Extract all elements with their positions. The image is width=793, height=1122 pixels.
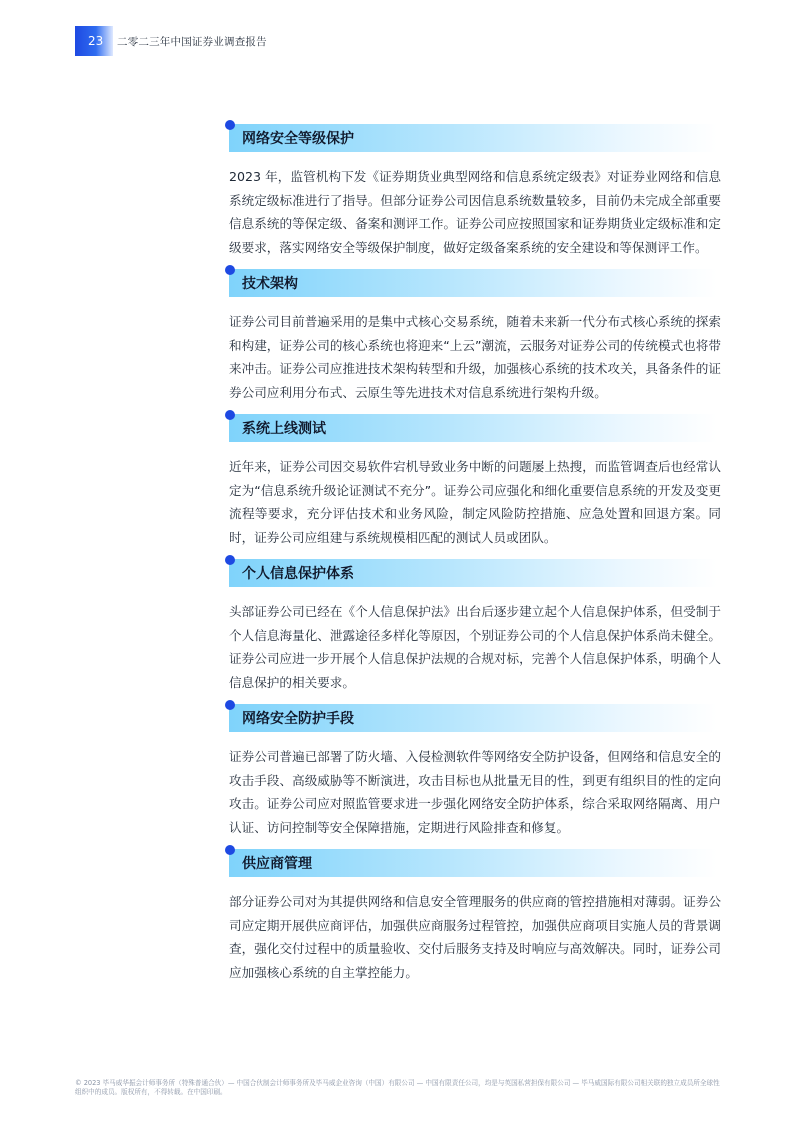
section-title: 供应商管理 [242,856,312,872]
bullet-dot-icon [225,555,235,565]
section-paragraph: 2023 年，监管机构下发《证券期货业典型网络和信息系统定级表》对证券业网络和信息系统定级标准进行了指导。但部分证券公司因信息系统数量较多，目前仍未完成全部重要信息系统的等保定级、备案和测评工作。证券公司应按照国家和证券期货业定级标准和定级要求，落实网络安全等级保护制度，做好定级备案系统的安全建设和等保测评工作。 [229,169,721,255]
section-title: 系统上线测试 [242,421,326,437]
main-content [229,124,721,994]
section-title: 网络安全等级保护 [242,131,354,147]
section-network-defense [229,704,721,839]
bullet-dot-icon [225,700,235,710]
section-heading [229,704,717,732]
section-tech-architecture [229,269,721,404]
section-heading [229,414,717,442]
report-title: 二零二三年中国证券业调查报告 [117,35,267,48]
page-number: 23 [75,26,113,56]
bullet-dot-icon [225,845,235,855]
section-graded-protection [229,124,721,259]
section-personal-info [229,559,721,694]
section-paragraph: 证券公司普遍已部署了防火墙、入侵检测软件等网络安全防护设备，但网络和信息安全的攻击手段、高级威胁等不断演进，攻击目标也从批量无目的性，到更有组织目的性的定向攻击。证券公司应对照监管要求进一步强化网络安全防护体系，综合采取网络隔离、用户认证、访问控制等安全保障措施，定期进行风险排查和修复。 [229,749,721,835]
bullet-dot-icon [225,410,235,420]
section-heading [229,559,717,587]
section-paragraph: 部分证券公司对为其提供网络和信息安全管理服务的供应商的管控措施相对薄弱。证券公司应定期开展供应商评估，加强供应商服务过程管控，加强供应商项目实施人员的背景调查，强化交付过程中的质量验收、交付后服务支持及时响应与高效解决。同时，证券公司应加强核心系统的自主掌控能力。 [229,894,721,980]
section-heading [229,269,717,297]
running-header [75,26,267,56]
section-paragraph: 证券公司目前普遍采用的是集中式核心交易系统，随着未来新一代分布式核心系统的探索和构建，证券公司的核心系统也将迎来“上云”潮流，云服务对证券公司的传统模式也将带来冲击。证券公司应推进技术架构转型和升级，加强核心系统的技术攻关，具备条件的证券公司应利用分布式、云原生等先进技术对信息系统进行架构升级。 [229,314,721,400]
section-heading [229,849,717,877]
bullet-dot-icon [225,265,235,275]
section-heading [229,124,717,152]
section-vendor-management [229,849,721,984]
bullet-dot-icon [225,120,235,130]
section-title: 网络安全防护手段 [242,711,354,727]
copyright-footer: © 2023 毕马威华振会计师事务所（特殊普通合伙）— 中国合伙制会计师事务所及毕马威企业咨询（中国）有限公司 — 中国有限责任公司，均是与英国私营担保有限公司 — 毕马威国际有限公司相关联的独立成员所全球性组织中的成员。版权所有，不得转载。在中国印刷。 [75,1079,720,1096]
section-title: 技术架构 [242,276,298,292]
section-title: 个人信息保护体系 [242,566,354,582]
section-paragraph: 头部证券公司已经在《个人信息保护法》出台后逐步建立起个人信息保护体系，但受制于个人信息海量化、泄露途径多样化等原因，个别证券公司的个人信息保护体系尚未健全。证券公司应进一步开展个人信息保护法规的合规对标，完善个人信息保护体系，明确个人信息保护的相关要求。 [229,604,721,690]
section-system-testing [229,414,721,549]
section-paragraph: 近年来，证券公司因交易软件宕机导致业务中断的问题屡上热搜，而监管调查后也经常认定为“信息系统升级论证测试不充分”。证券公司应强化和细化重要信息系统的开发及变更流程等要求，充分评估技术和业务风险，制定风险防控措施、应急处置和回退方案。同时，证券公司应组建与系统规模相匹配的测试人员或团队。 [229,459,721,545]
